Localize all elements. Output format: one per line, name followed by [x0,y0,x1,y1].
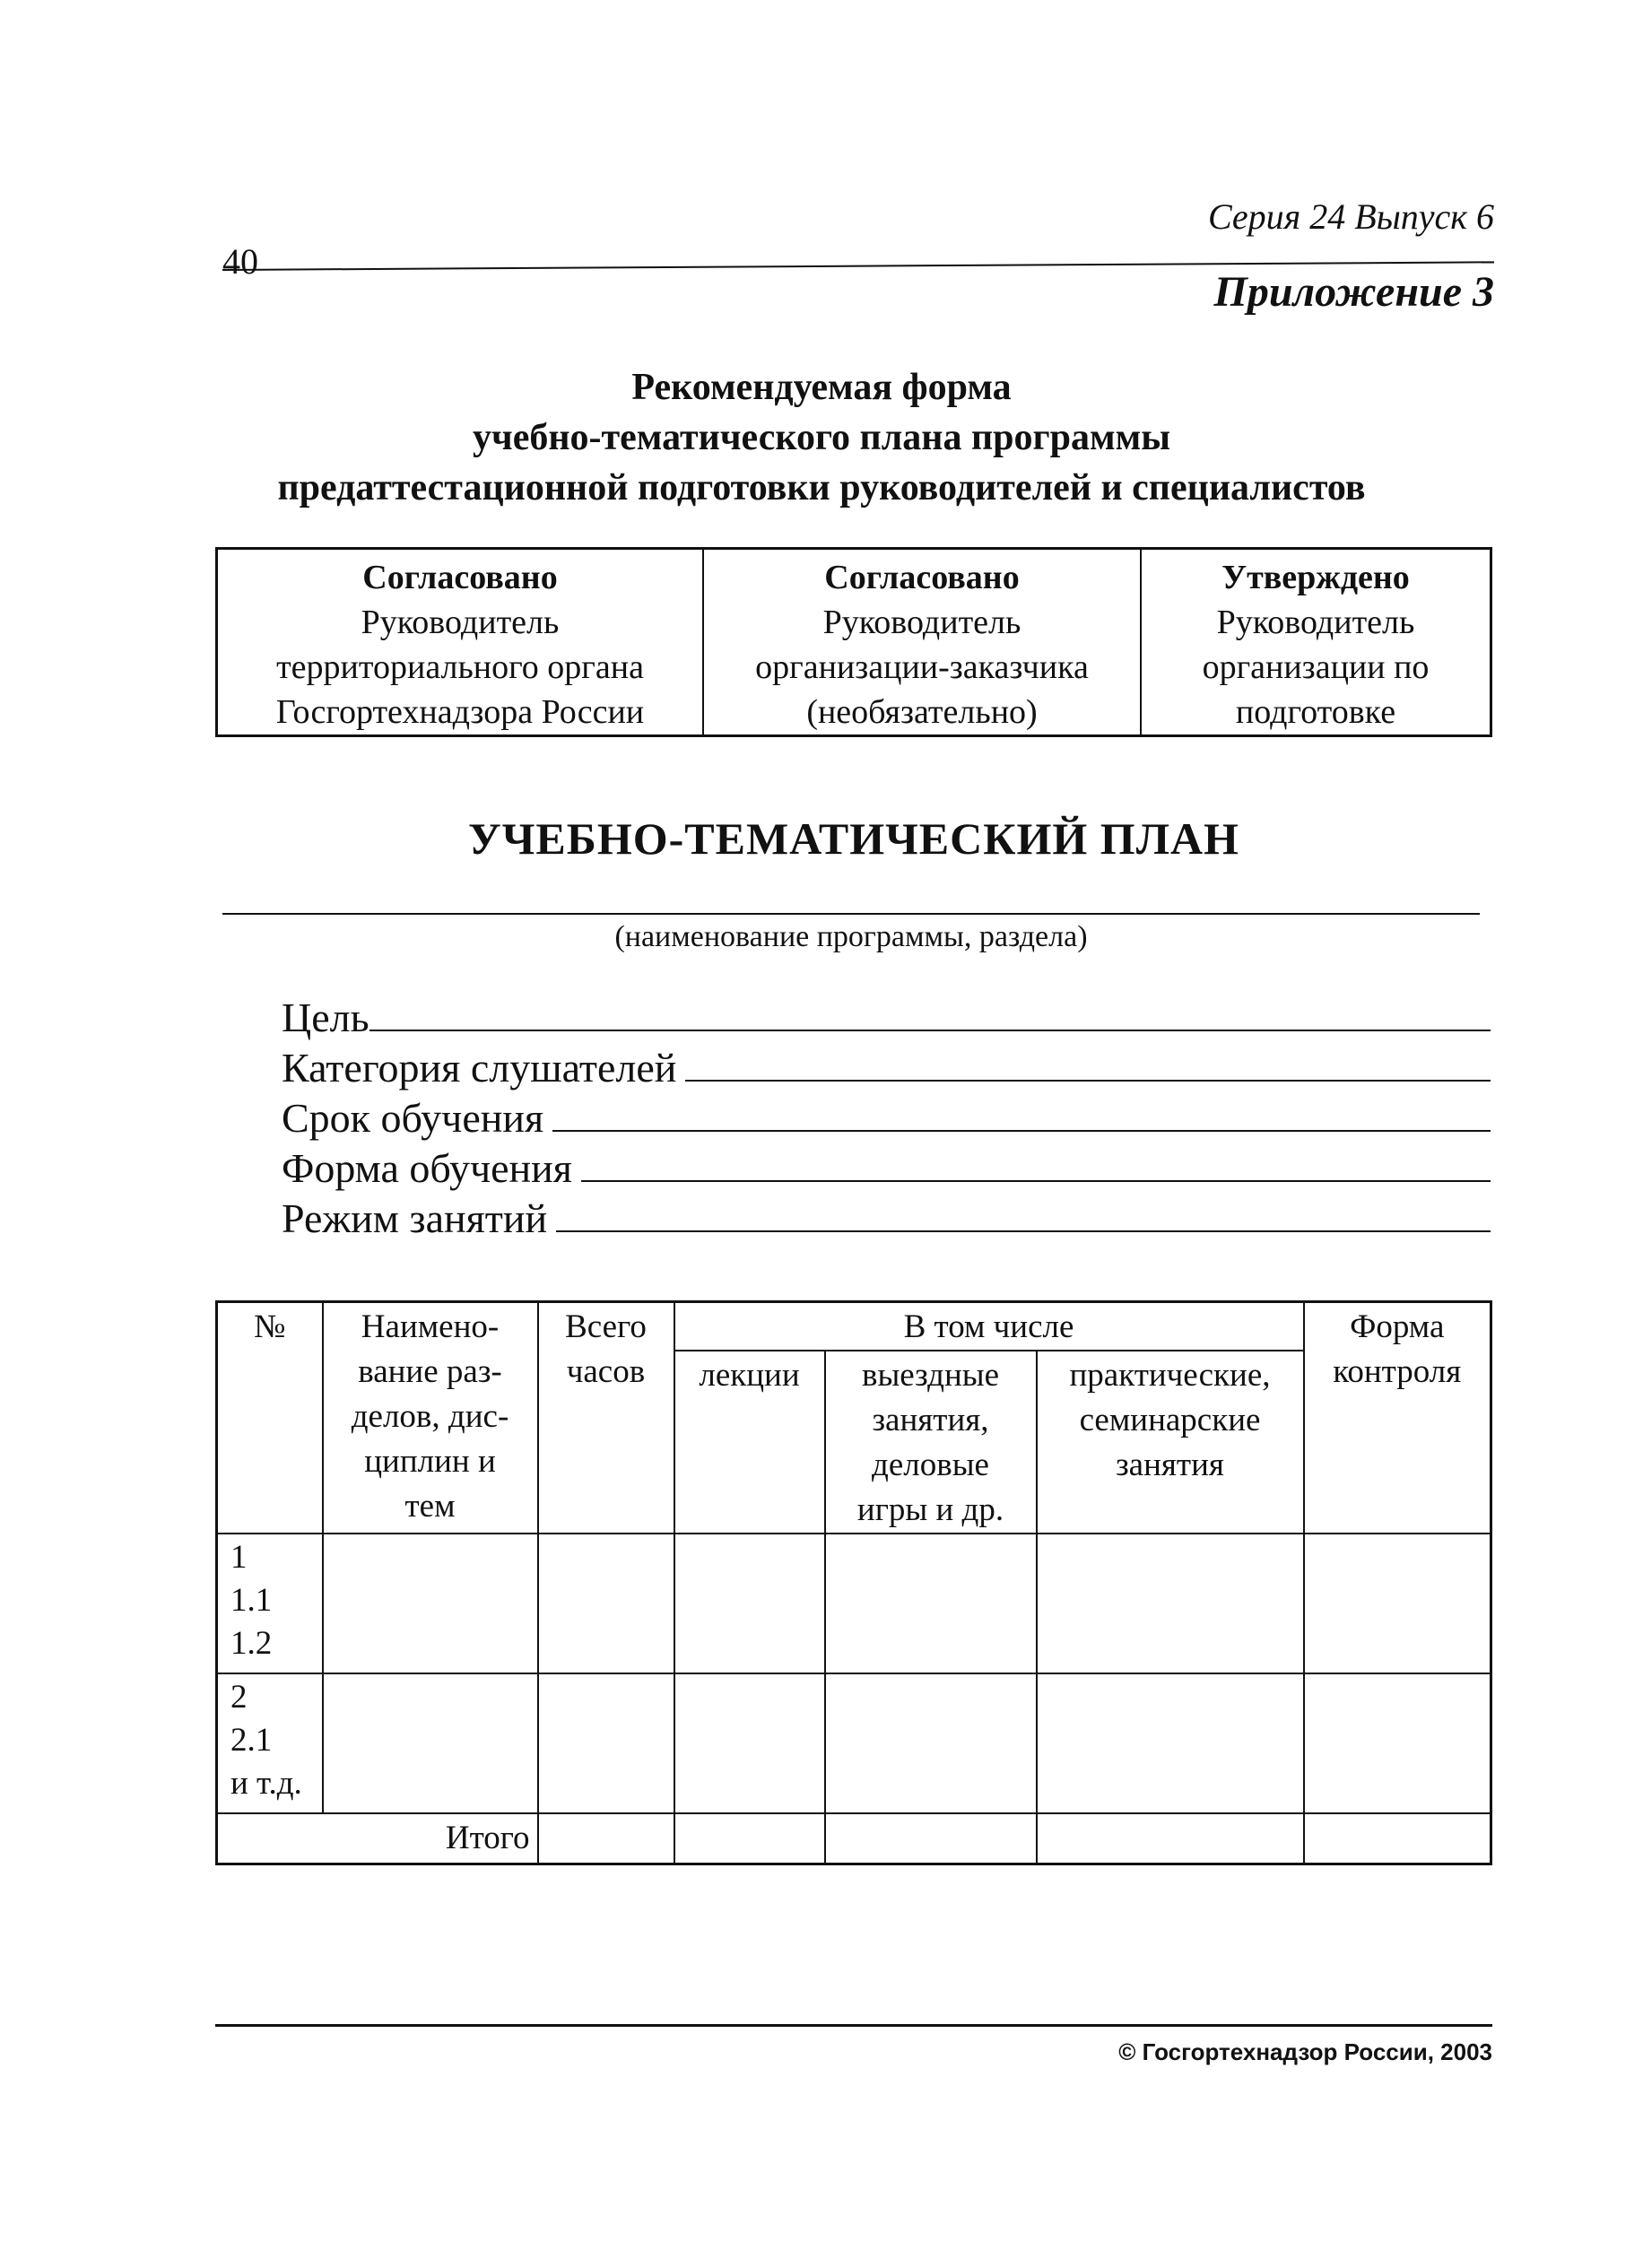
schedule-blank-line [556,1195,1491,1232]
goal-field [282,994,1491,1044]
curriculum-table [215,1300,1492,1865]
header-text-line: игры и др. [856,1491,1004,1528]
appendix-label: Приложение 3 [1213,268,1494,316]
audience-blank-line [685,1044,1491,1082]
empty-cell [538,1534,674,1673]
header-text-line: делов, дис- [351,1398,509,1435]
empty-cell [674,1813,825,1864]
document-title [179,362,1464,513]
empty-cell [538,1813,674,1864]
header-text-line: контроля [1333,1353,1462,1390]
approval-table [215,547,1492,737]
approval-line: подготовке [1235,693,1396,731]
col-header-control [1304,1302,1491,1534]
approval-heading: Согласовано [362,559,558,596]
approval-line: территориального органа [276,648,644,686]
header-row-1 [217,1302,1491,1351]
empty-cell [825,1813,1037,1864]
empty-cell [1304,1534,1491,1673]
row-number: 2 [230,1679,248,1716]
approval-line: (необязательно) [806,693,1038,731]
col-header-including: В том числе [674,1302,1304,1351]
empty-cell [1304,1673,1491,1813]
audience-field [282,1044,1491,1094]
row-number: 1.1 [230,1582,273,1619]
title-line-1: Рекомендуемая форма [631,367,1012,408]
col-header-name [323,1302,538,1534]
empty-cell [825,1673,1037,1813]
audience-label: Категория слушателей [282,1045,677,1091]
approval-line: Руководитель [822,604,1021,641]
col-header-lectures: лекции [674,1351,825,1534]
row-number: 1 [230,1539,248,1576]
goal-blank-line [369,994,1491,1031]
empty-cell [674,1673,825,1813]
approval-line: Руководитель [1216,604,1415,641]
col-header-practical [1037,1351,1304,1534]
approval-heading: Утверждено [1221,559,1410,596]
empty-cell [1037,1673,1304,1813]
header-text-line: Всего [565,1308,647,1345]
copyright-notice: © Госгортехнадзор России, 2003 [1118,2038,1492,2065]
title-line-2: учебно-тематического плана программы [473,417,1170,458]
empty-cell [1037,1534,1304,1673]
empty-cell [1037,1813,1304,1864]
approval-line: Руководитель [361,604,560,641]
approval-line: организации-заказчика [755,648,1089,686]
header-text-line: выездные [861,1357,1000,1394]
header-text-line: тем [404,1488,456,1525]
approval-line: Госгортехнадзора России [275,693,645,731]
empty-cell [1304,1813,1491,1864]
approval-row [217,549,1491,736]
empty-cell [825,1534,1037,1673]
row-number: 1.2 [230,1625,273,1662]
approval-cell-territorial [217,549,704,736]
header-text-line: циплин и [364,1443,496,1480]
empty-cell [323,1673,538,1813]
approval-heading: Согласовано [824,559,1020,596]
header-text-line: деловые [872,1447,989,1483]
row-number: 2.1 [230,1722,273,1759]
empty-cell [323,1534,538,1673]
header-text-line: семинарские [1079,1402,1261,1438]
program-name-line [222,913,1480,915]
page-number: 40 [222,241,258,282]
duration-label: Срок обучения [282,1095,544,1141]
program-name-caption: (наименование программы, раздела) [614,920,1088,953]
duration-blank-line [552,1094,1491,1132]
col-header-field-sessions [825,1351,1037,1534]
empty-cell [674,1534,825,1673]
schedule-label: Режим занятий [282,1195,548,1241]
form-label: Форма обучения [282,1145,572,1191]
duration-field [282,1094,1491,1144]
table-row [217,1673,1491,1813]
total-label: Итого [217,1813,538,1864]
form-field [282,1144,1491,1195]
plan-title: УЧЕБНО-ТЕМАТИЧЕСКИЙ ПЛАН [468,813,1239,864]
row-number-cell [217,1534,323,1673]
header-text-line: занятия [1116,1447,1224,1483]
row-number: и т.д. [230,1765,302,1802]
approval-cell-training-org [1141,549,1491,736]
header-text-line: занятия, [872,1402,989,1438]
approval-cell-customer [703,549,1141,736]
title-line-3: предаттестационной подготовки руководителей и специалистов [277,467,1366,508]
goal-label: Цель [282,995,369,1040]
header-text-line: практические, [1069,1357,1271,1394]
empty-cell [538,1673,674,1813]
header-text-line: вание раз- [358,1353,502,1390]
header-text-line: Форма [1350,1308,1445,1345]
footer-rule [215,2024,1492,2027]
col-header-number: № [217,1302,323,1534]
header-text-line: Наимено- [361,1308,500,1345]
header-text-line: часов [566,1353,646,1390]
series-label: Серия 24 Выпуск 6 [1207,196,1494,237]
table-row [217,1534,1491,1673]
schedule-field [282,1195,1491,1245]
row-number-cell [217,1673,323,1813]
col-header-hours [538,1302,674,1534]
form-blank-line [581,1144,1491,1182]
approval-line: организации по [1202,648,1430,686]
total-row [217,1813,1491,1864]
